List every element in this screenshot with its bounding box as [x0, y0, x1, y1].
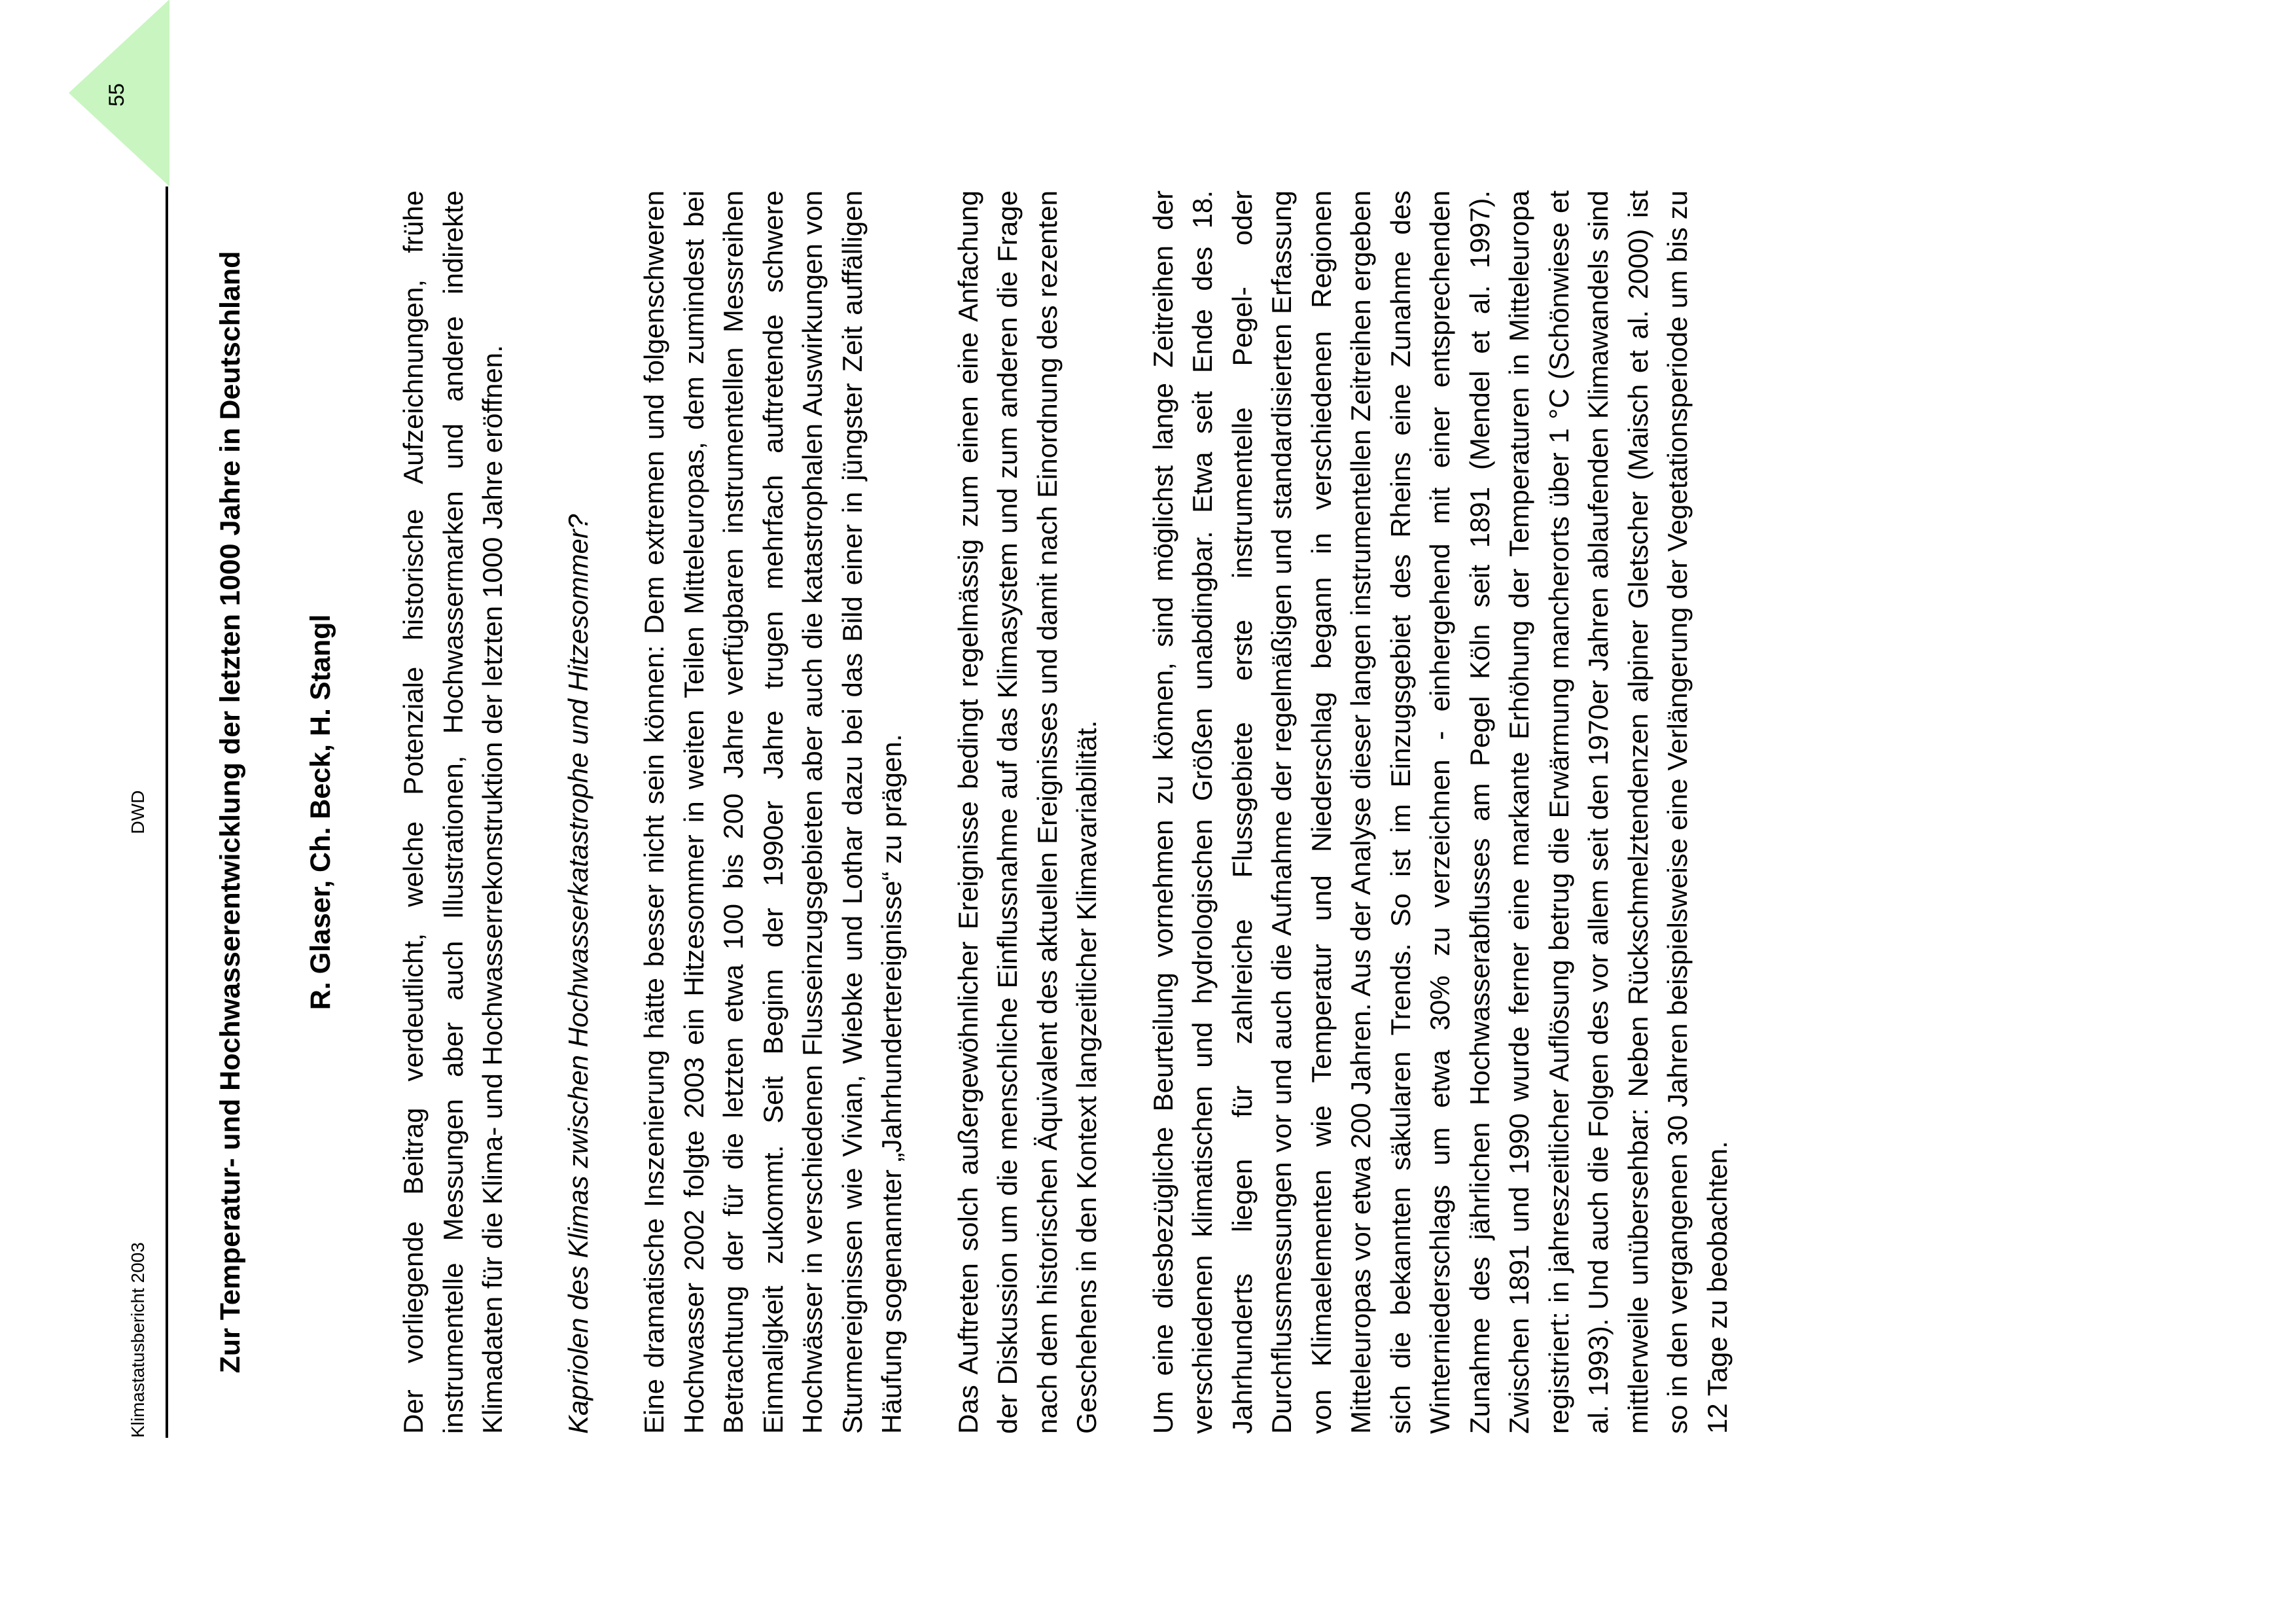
page-header — [105, 83, 173, 1438]
article-authors: R. Glaser, Ch. Beck, H. Stangl — [305, 614, 336, 1010]
page-number: 55 — [105, 83, 128, 107]
page-number-tab — [69, 0, 169, 187]
article-title: Zur Temperatur- und Hochwasserentwicklung der letzten 1000 Jahre in Deutschland — [215, 251, 246, 1374]
paragraph-flood-heatwave: Eine dramatische Inszenierung hätte besser nicht sein können: Dem extremen und folgenschweren Hochwasser 2002 folgte 2003 ein Hitzesommer in weiten Teilen Mitteleuropas, dem zumindest bei Betrachtung der für die letzten etwa 100 bis 200 Jahre verfügbaren instrumentellen Messreihen Einmaligkeit zukommt. Seit Beginn der 1990er Jahre trugen mehrfach auftretende schwere Hochwässer in verschiedenen Flusseinzugsgebieten aber auch die katastrophalen Auswirkungen von Sturmereignissen wie Vivian, Wiebke und Lothar dazu bei das Bild einer in jüngster Zeit auffälligen Häufung sogenannter „Jahrhundertereignisse“ zu prägen. — [639, 190, 907, 1434]
header-report-name: Klimastatusbericht 2003 — [128, 1242, 148, 1438]
header-publisher: DWD — [128, 790, 148, 834]
paragraph-time-series: Um eine diesbezügliche Beurteilung vornehmen zu können, sind möglichst lange Zeitreihen der verschiedenen klimatischen und hydrologischen Größen unabdingbar. Etwa seit Ende des 18. Jahrhunderts liegen für zahlreiche Flussgebiete erste instrumentelle Pegel- oder Durchflussmessungen vor und auch die Aufnahme der regelmäßigen und standardisierten Erfassung von Klimaelementen wie Temperatur und Niederschlag begann in verschiedenen Regionen Mitteleuropas vor etwa 200 Jahren. Aus der Analyse dieser langen instrumentellen Zeitreihen ergeben sich die bekannten säkularen Trends. So ist im Einzugsgebiet des Rheins eine Zunahme des Winterniederschlags um etwa 30% zu verzeichnen - einhergehend mit einer entsprechenden Zunahme des jährlichen Hochwasserabflusses am Pegel Köln seit 1891 (Mendel et al. 1997). Zwischen 1891 und 1990 wurde ferner eine markante Erhöhung der Temperaturen in Mitteleuropa registriert: in jahreszeitlicher Auflösung betrug die Erwärmung mancherorts über 1 °C (Schönwiese et al. 1993). Und auch die Folgen des vor allem seit den 1970er Jahren ablaufenden Klimawandels sind mittlerweile unübersehbar: Neben Rückschmelztendenzen alpiner Gletscher (Maisch et al. 2000) ist so in den vergangenen 30 Jahren beispielsweise eine Verlängerung der Vegetationsperiode um bis zu 12 Tage zu beobachten. — [1147, 190, 1733, 1434]
intro-paragraph: Der vorliegende Beitrag verdeutlicht, welche Potenziale historische Aufzeichnungen, frühe instrumentelle Messungen aber auch Illustrationen, Hochwassermarken und andere indirekte Klimadaten für die Klima- und Hochwasserrekonstruktion der letzten 1000 Jahre eröffnen. — [398, 190, 508, 1434]
header-rule — [166, 187, 168, 1438]
paragraph-extreme-events: Das Auftreten solch außergewöhnlicher Ereignisse bedingt regelmässig zum einen eine Anfachung der Diskussion um die menschliche Einflussnahme auf das Klimasystem und zum anderen die Frage nach dem historischen Äquivalent des aktuellen Ereignisses und damit nach Einordnung des rezenten Geschehens in den Kontext langzeitlicher Klimavariabilität. — [952, 190, 1102, 1434]
section-subheading: Kapriolen des Klimas zwischen Hochwasserkatastrophe und Hitzesommer? — [562, 514, 593, 1434]
article-body — [209, 190, 1737, 1434]
